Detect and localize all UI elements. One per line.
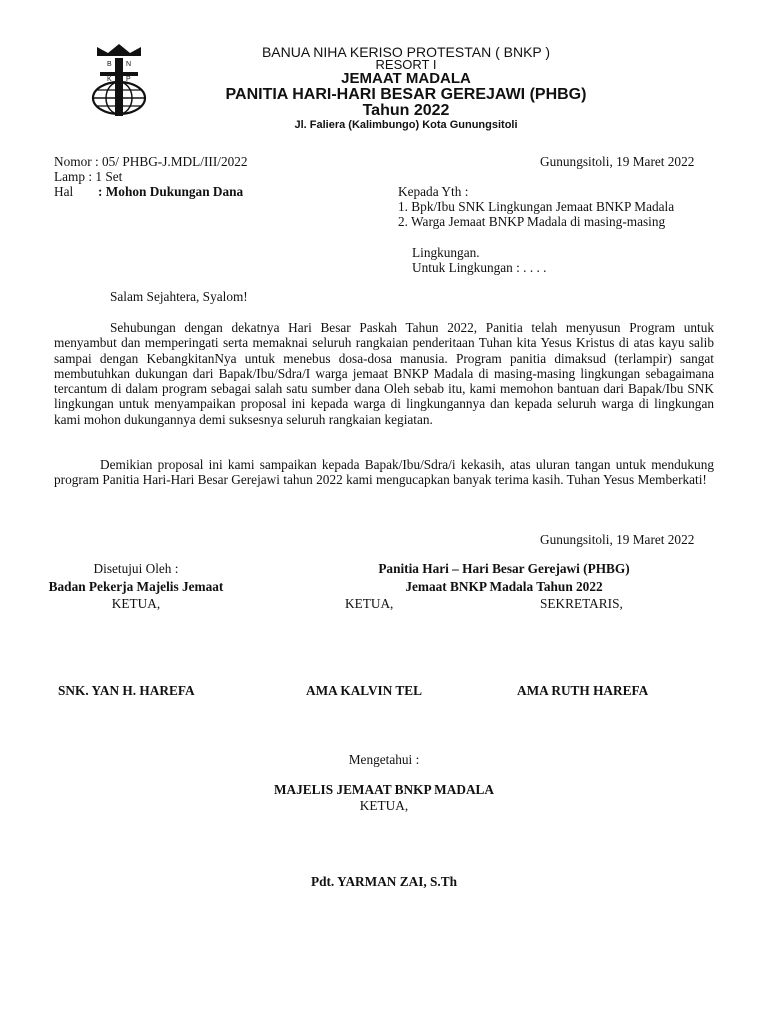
letter-attachment: Lamp : 1 Set bbox=[54, 169, 123, 184]
header-resort: RESORT I bbox=[375, 57, 437, 72]
letter-subject-label: Hal bbox=[54, 184, 74, 199]
committee-line-1: Panitia Hari – Hari Besar Gerejawi (PHBG) bbox=[378, 561, 630, 576]
signatory-name-3: AMA RUTH HAREFA bbox=[517, 683, 649, 698]
acknowledged-org: MAJELIS JEMAAT BNKP MADALA bbox=[273, 782, 495, 797]
greeting: Salam Sejahtera, Syalom! bbox=[110, 289, 248, 304]
logo-letter-k: K bbox=[107, 76, 112, 83]
header-org-name: BANUA NIHA KERISO PROTESTAN ( BNKP ) bbox=[261, 44, 551, 60]
header-committee: PANITIA HARI-HARI BESAR GEREJAWI (PHBG) bbox=[225, 86, 587, 103]
header-address: Jl. Faliera (Kalimbungo) Kota Gunungsitoli bbox=[294, 119, 518, 131]
approved-role: KETUA, bbox=[111, 596, 161, 611]
logo-letter-b: B bbox=[107, 61, 112, 68]
header-congregation: JEMAAT MADALA bbox=[341, 70, 471, 87]
body-paragraph-1 bbox=[54, 320, 714, 427]
committee-chair-role: KETUA, bbox=[345, 596, 394, 611]
committee-secretary-role: SEKRETARIS, bbox=[540, 596, 623, 611]
logo-letter-n: N bbox=[126, 61, 132, 68]
letter-subject: : Mohon Dukungan Dana bbox=[98, 184, 244, 199]
body-paragraph-2-text: Demikian proposal ini kami sampaikan kepada Bapak/Ibu/Sdra/i kekasih, atas uluran tangan untuk mendukung program Panitia Hari-Hari Besar Gerejawi tahun 2022 kami mengucapkan banyak terima kasih. Tuhan Yesus Memberkati! bbox=[54, 457, 714, 488]
signatory-name-2: AMA KALVIN TEL bbox=[306, 683, 423, 698]
recipient-item-1: 1. Bpk/Ibu SNK Lingkungan Jemaat BNKP Madala bbox=[398, 199, 675, 214]
signatory-name-1: SNK. YAN H. HAREFA bbox=[58, 683, 195, 698]
body-paragraph-2 bbox=[54, 457, 714, 488]
letter-date-bottom: Gunungsitoli, 19 Maret 2022 bbox=[540, 532, 695, 547]
body-paragraph-1-text: Sehubungan dengan dekatnya Hari Besar Paskah Tahun 2022, Panitia telah menyusun Program untuk menyambut dan memperingati serta memaknai seluruh rangkaian penderitaan Tuhan kita Yesus Kristus di atas kayu salib sampai dengan KebangkitanNya untuk menebus dosa-dosa manusia. Program panitia dimaksud (terlampir) sangat membutuhkan dukungan dari Bapak/Ibu/Sdra/I warga jemaat BNKP Madala di masing-masing lingkungan sebagaimana tercantum di dalam program sebagai salah satu sumber dana Oleh sebab itu, kami memohon bantuan dari Bapak/Ibu SNK lingkungan untuk menyampaikan proposal ini kepada warga di lingkungannya dan kepada seluruh warga di lingkungan kami mohon dukungannya demi suksesnya seluruh rangkaian kegiatan. bbox=[54, 320, 714, 427]
logo-letter-p: P bbox=[126, 76, 131, 83]
acknowledged-name: Pdt. YARMAN ZAI, S.Th bbox=[310, 874, 458, 889]
recipient-line-4: Untuk Lingkungan : . . . . bbox=[412, 260, 547, 275]
recipient-heading: Kepada Yth : bbox=[398, 184, 469, 199]
acknowledged-role: KETUA, bbox=[359, 798, 409, 813]
committee-line-2: Jemaat BNKP Madala Tahun 2022 bbox=[405, 579, 603, 594]
recipient-line-3: Lingkungan. bbox=[412, 245, 480, 260]
approved-org: Badan Pekerja Majelis Jemaat bbox=[48, 579, 224, 594]
acknowledged-label: Mengetahui : bbox=[348, 752, 420, 767]
approved-label: Disetujui Oleh : bbox=[93, 561, 179, 576]
letter-number: Nomor : 05/ PHBG-J.MDL/III/2022 bbox=[54, 154, 248, 169]
header-year: Tahun 2022 bbox=[362, 102, 450, 119]
letter-date-top: Gunungsitoli, 19 Maret 2022 bbox=[540, 154, 695, 169]
recipient-item-2: 2. Warga Jemaat BNKP Madala di masing-masing bbox=[398, 214, 666, 229]
